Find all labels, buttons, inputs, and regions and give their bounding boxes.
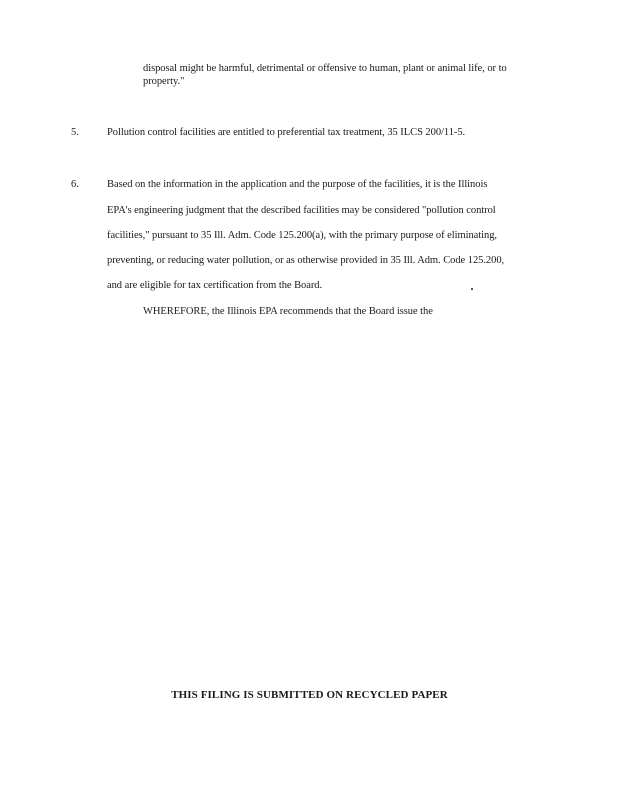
continuation-line-2: property.": [143, 76, 185, 87]
paragraph-6-number: 6.: [71, 179, 79, 190]
paragraph-6-line-3: facilities," pursuant to 35 Ill. Adm. Code 125.200(a), with the primary purpose of eliminating,: [107, 230, 498, 241]
paragraph-6-line-1: Based on the information in the application and the purpose of the facilities, it is the Illinois: [107, 179, 488, 190]
continuation-line-1: disposal might be harmful, detrimental or offensive to human, plant or animal life, or to: [143, 63, 507, 74]
wherefore-clause: WHEREFORE, the Illinois EPA recommends that the Board issue the: [143, 306, 433, 317]
scan-speck: [471, 288, 473, 290]
recycled-paper-footer: THIS FILING IS SUBMITTED ON RECYCLED PAPER: [171, 689, 448, 701]
paragraph-5-number: 5.: [71, 127, 79, 138]
paragraph-6-line-5: and are eligible for tax certification from the Board.: [107, 280, 323, 291]
paragraph-6-line-2: EPA's engineering judgment that the described facilities may be considered "pollution control: [107, 205, 496, 216]
paragraph-5-line-1: Pollution control facilities are entitled to preferential tax treatment, 35 ILCS 200/11-5.: [107, 127, 466, 138]
paragraph-6-line-4: preventing, or reducing water pollution, or as otherwise provided in 35 Ill. Adm. Code 125.200,: [107, 255, 505, 266]
